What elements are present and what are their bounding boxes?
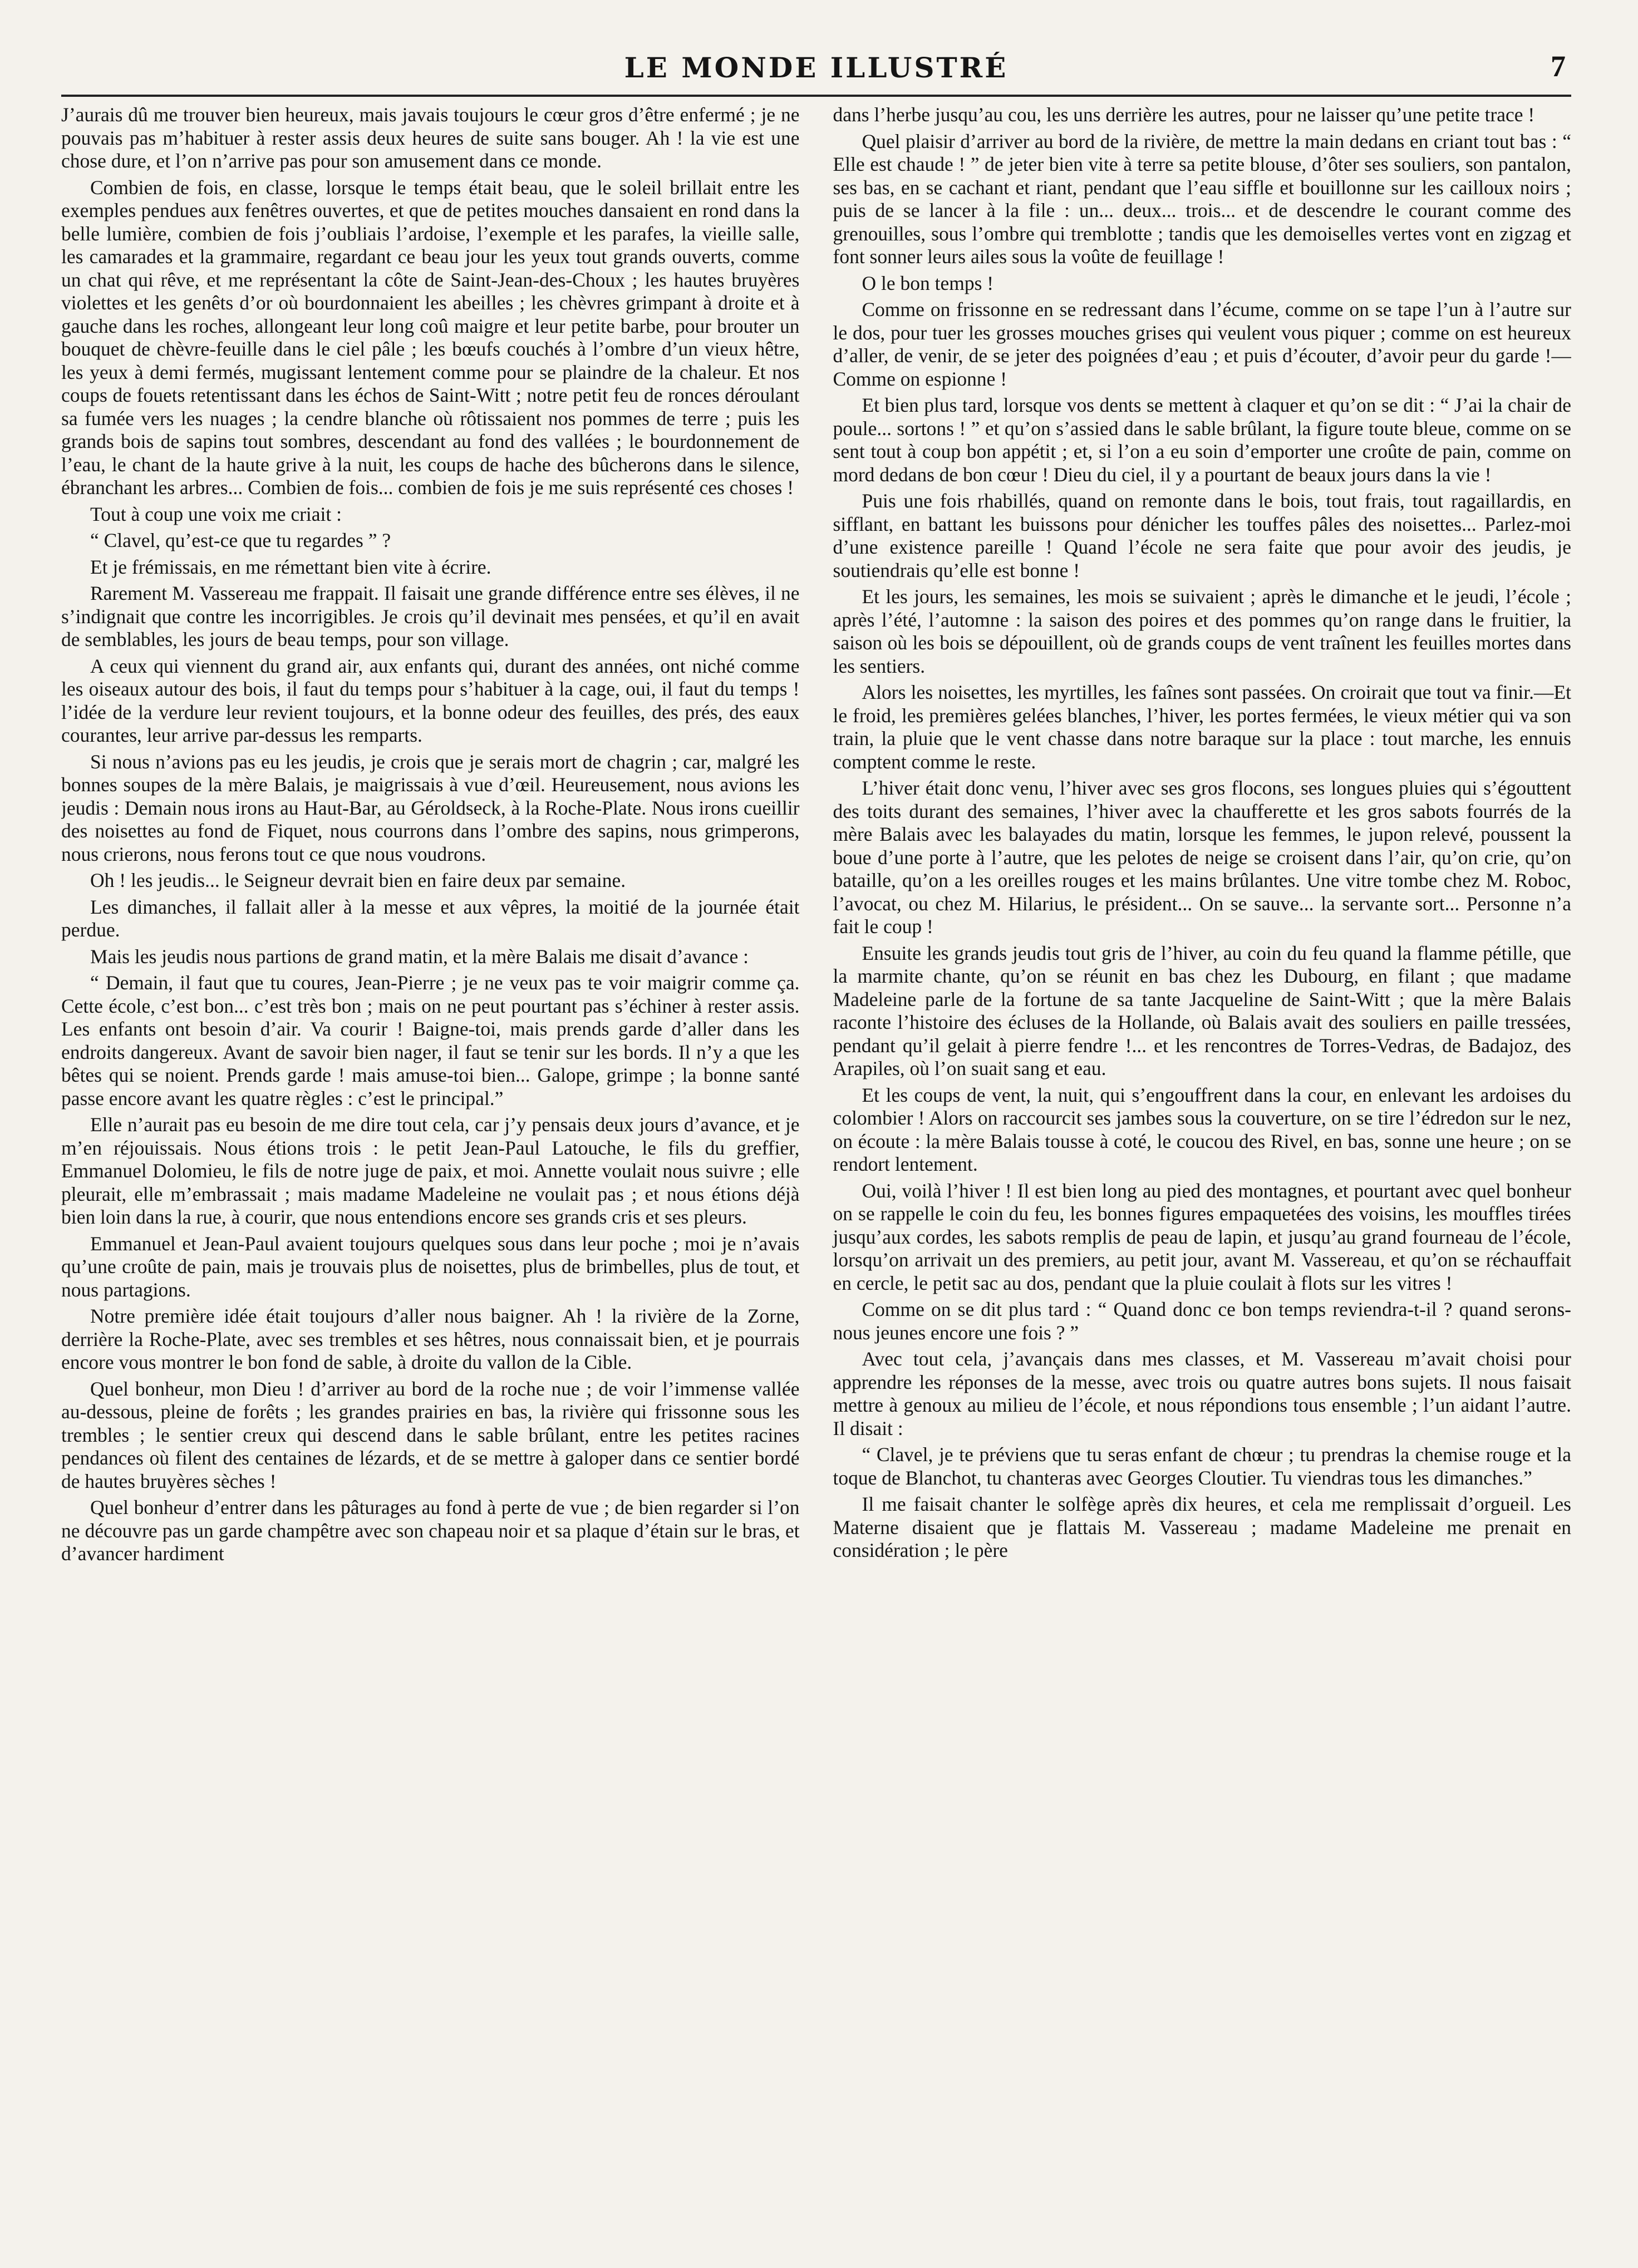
paragraph: Puis une fois rhabillés, quand on remonte dans le bois, tout frais, tout ragaillardis, en sifflant, en battant les buissons pour dénicher les touffes pâles des noisettes... Parlez-moi d’une existence pareille ! Quand l’école ne sera faite que pour avoir des jeudis, je soutiendrais qu’elle est bonne ! bbox=[833, 490, 1571, 581]
paragraph: L’hiver était donc venu, l’hiver avec ses gros flocons, ses longues pluies qui s’égouttent des toits durant des semaines, l’hiver avec la chaufferette et les gros sabots fourrés de la mère Balais avec les balayades du matin, lorsque les femmes, le jupon relevé, poussent la boue d’une porte à l’autre, que les pelotes de neige se croisent dans l’air, qu’on crie, qu’on bataille, qu’on a les oreilles rouges et les mains brûlantes. Une vitre tombe chez M. Roboc, l’avocat, ou chez M. Hilarius, le président... On se sauve... la servante sort... Personne n’a fait le coup ! bbox=[833, 777, 1571, 938]
paragraph: Et bien plus tard, lorsque vos dents se mettent à claquer et qu’on se dit : “ J’ai la chair de poule... sortons ! ” et qu’on s’assied dans le sable brûlant, la figure toute bleue, comme on se sent tout à coup bon appétit ; et, si l’on a eu soin d’emporter une croûte de pain, comme on mord dedans de bon cœur ! Dieu du ciel, il y a pourtant de beaux jours dans la vie ! bbox=[833, 394, 1571, 486]
paragraph: Quel bonheur, mon Dieu ! d’arriver au bord de la roche nue ; de voir l’immense vallée au-dessous, pleine de forêts ; les grandes prairies en bas, la rivière qui frissonne sous les trembles ; le sentier creux qui descend dans le sable brûlant, entre les petites racines pendances où filent des centaines de lézards, et de se mettre à galoper dans ce sentier bordé de hautes bruyères sèches ! bbox=[61, 1377, 800, 1492]
page-header bbox=[61, 33, 1571, 97]
paragraph: Ensuite les grands jeudis tout gris de l’hiver, au coin du feu quand la flamme pétille, que la marmite chante, qu’on se réunit en bas chez les Dubourg, en filant ; que madame Madeleine parle de la fortune de sa tante Jacqueline de Saint-Witt ; que la mère Balais raconte l’histoire des écluses de la Hollande, où Balais avait des souliers en paille tressées, pendant qu’il gelait à pierre fendre !... et les rencontres de Torres-Vedras, de Badajoz, des Arapiles, où l’on suait sang et eau. bbox=[833, 941, 1571, 1079]
masthead: LE MONDE ILLUSTRÉ bbox=[624, 51, 1009, 84]
paragraph: O le bon temps ! bbox=[862, 272, 994, 294]
paragraph: Et les coups de vent, la nuit, qui s’engouffrent dans la cour, en enlevant les ardoises du colombier ! Alors on raccourcit ses jambes sous la couverture, on se tire l’édredon sur le nez, on écoute : la mère Balais tousse à coté, le coucou des Rivel, en bas, sonne une heure ; on se rendort lentement. bbox=[833, 1083, 1571, 1175]
paragraph: “ Demain, il faut que tu coures, Jean-Pierre ; je ne veux pas te voir maigrir comme ça. Cette école, c’est bon... c’est très bon ; mais on ne peut pourtant pas s’échiner à rester assis. Les enfants ont besoin d’air. Va courir ! Baigne-toi, mais prends garde d’aller dans les endroits dangereux. Avant de savoir bien nager, il faut se tenir sur les bords. Il n’y a que les bêtes qui se noient. Prends garde ! mais amuse-toi bien... Galope, grimpe ; la bonne santé passe encore avant les quatre règles : c’est le principal.” bbox=[61, 972, 800, 1110]
paragraph: Notre première idée était toujours d’aller nous baigner. Ah ! la rivière de la Zorne, derrière la Roche-Plate, avec ses trembles et ses hêtres, nous connaissait bien, et je pourrais encore vous montrer le bon fond de sable, à droite du vallon de la Cible. bbox=[61, 1305, 800, 1373]
paragraph: Elle n’aurait pas eu besoin de me dire tout cela, car j’y pensais deux jours d’avance, et je m’en réjouissais. Nous étions trois : le petit Jean-Paul Latouche, le fils du greffier, Emmanuel Dolomieu, le fils de notre juge de paix, et moi. Annette voulait nous suivre ; elle pleurait, elle m’embrassait ; mais madame Madeleine ne voulait pas ; et nous étions déjà bien loin dans la rue, à courir, que nous entendions encore ses grands cris et ses pleurs. bbox=[61, 1113, 800, 1228]
paragraph: “ Clavel, je te préviens que tu seras enfant de chœur ; tu prendras la chemise rouge et la toque de Blanchot, tu chanteras avec Georges Cloutier. Tu viendras tous les dimanches.” bbox=[833, 1443, 1571, 1489]
paragraph: Et je frémissais, en me rémettant bien vite à écrire. bbox=[90, 555, 491, 578]
paragraph: Et les jours, les semaines, les mois se suivaient ; après le dimanche et le jeudi, l’école ; après l’été, l’automne : la saison des poires et des pommes qu’on range dans le fruitier, la saison où les bois se dépouillent, où de grands coups de vent traînent les feuilles mortes dans les sentiers. bbox=[833, 585, 1571, 677]
right-column bbox=[833, 103, 1572, 2235]
paragraph: dans l’herbe jusqu’au cou, les uns derrière les autres, pour ne laisser qu’une petite trace ! bbox=[833, 103, 1535, 126]
paragraph: A ceux qui viennent du grand air, aux enfants qui, durant des années, ont niché comme les oiseaux autour des bois, il faut du temps pour s’habituer à la cage, oui, il faut du temps ! l’idée de la verdure leur revient toujours, et la bonne odeur des feuilles, des prés, des eaux courantes, leur arrive par-dessus les remparts. bbox=[61, 654, 800, 746]
paragraph: Tout à coup une voix me criait : bbox=[90, 502, 342, 525]
paragraph: Il me faisait chanter le solfège après dix heures, et cela me remplissait d’orgueil. Les Materne disaient que je flattais M. Vassereau ; madame Madeleine me prenait en considération ; le père bbox=[833, 1493, 1571, 1561]
paragraph: Mais les jeudis nous partions de grand matin, et la mère Balais me disait d’avance : bbox=[90, 945, 749, 968]
paragraph: Comme on frissonne en se redressant dans l’écume, comme on se tape l’un à l’autre sur le dos, pour tuer les grosses mouches grises qui veulent vous piquer ; comme on est heureux d’aller, de venir, de se jeter des poignées d’eau ; et puis d’écouter, d’avoir peur du garde !— Comme on espionne ! bbox=[833, 298, 1571, 390]
article-columns bbox=[61, 103, 1571, 2235]
paragraph: Oui, voilà l’hiver ! Il est bien long au pied des montagnes, et pourtant avec quel bonheur on se rappelle le coin du feu, les bonnes figures empaquetées des voisins, les mouffles tirées jusqu’aux cordes, les sabots remplis de peau de lapin, et jusqu’au grand fourneau de l’école, lorsqu’on arrivait un des premiers, au petit jour, avant M. Vassereau, et qu’on se réchauffait en cercle, le petit sac au dos, pendant que la pluie coulait à flots sur les vitres ! bbox=[833, 1179, 1571, 1294]
page-number: 7 bbox=[1551, 50, 1566, 83]
paragraph: Rarement M. Vassereau me frappait. Il faisait une grande différence entre ses élèves, il ne s’indignait que contre les incorrigibles. Je crois qu’il devinait mes pensées, et qu’il en avait de semblables, les jours de beau temps, pour son village. bbox=[61, 582, 800, 650]
paragraph: Quel plaisir d’arriver au bord de la rivière, de mettre la main dedans en criant tout bas : “ Elle est chaude ! ” de jeter bien vite à terre sa petite blouse, d’ôter ses souliers, son pantalon, ses bas, en se cachant et riant, pendant que l’eau siffle et bouillonne sur les cailloux noirs ; puis de se lancer à la file : un... deux... trois... et de descendre le courant comme des grenouilles, sous l’ombre qui tremblotte ; tandis que les demoiselles vertes vont en zigzag et font sonner leurs ailes sous la voûte de feuillage ! bbox=[833, 130, 1571, 268]
paragraph: Quel bonheur d’entrer dans les pâturages au fond à perte de vue ; de bien regarder si l’on ne découvre pas un garde champêtre avec son chapeau noir et sa plaque d’étain sur le bras, et d’avancer hardiment bbox=[61, 1496, 800, 1565]
paragraph: Oh ! les jeudis... le Seigneur devrait bien en faire deux par semaine. bbox=[90, 869, 626, 891]
left-column bbox=[61, 103, 800, 2235]
paragraph: Emmanuel et Jean-Paul avaient toujours quelques sous dans leur poche ; moi je n’avais qu’une croûte de pain, mais je trouvais plus de noisettes, plus de brimbelles, plus de tout, et nous partagions. bbox=[61, 1232, 800, 1301]
paragraph: Comme on se dit plus tard : “ Quand donc ce bon temps reviendra-t-il ? quand serons-nous jeunes encore une fois ? ” bbox=[833, 1298, 1571, 1344]
paragraph: Combien de fois, en classe, lorsque le temps était beau, que le soleil brillait entre les exemples pendues aux fenêtres ouvertes, et que de petites mouches dansaient en rond dans la belle lumière, combien de fois j’oubliais l’ardoise, l’exemple et les parafes, la vieille salle, les camarades et la grammaire, regardant ce beau jour les yeux tout grands ouverts, comme un chat qui rêve, et me représentant la côte de Saint-Jean-des-Choux ; les hautes bruyères violettes et les genêts d’or où bourdonnaient les abeilles ; les chèvres grimpant à droite et à gauche dans les roches, allongeant leur long coû maigre et leur petite barbe, pour brouter un bouquet de chèvre-feuille dans le ciel pâle ; les bœufs couchés à l’ombre d’un vieux hêtre, les yeux à demi fermés, mugissant lentement comme pour se plaindre de la chaleur. Et nos coups de fouets retentissant dans les échos de Saint-Witt ; notre petit feu de ronces déroulant sa fumée vers les nuages ; la cendre blanche où rôtissaient nos pommes de terre ; puis les grands bois de sapins tout sombres, descendant au fond des vallées ; le bourdonnement de l’eau, le chant de la haute grive à la nuit, les coups de hache des bûcherons dans le silence, ébranchant les arbres... Combien de fois... combien de fois je me suis représenté ces choses ! bbox=[61, 176, 800, 499]
paragraph: Alors les noisettes, les myrtilles, les faînes sont passées. On croirait que tout va finir.—Et le froid, les premières gelées blanches, l’hiver, les portes fermées, le vieux métier qui va son train, la pluie que le vent chasse dans notre baraque sur la place : tout marche, les ennuis comptent comme le reste. bbox=[833, 681, 1571, 773]
paragraph: Si nous n’avions pas eu les jeudis, je crois que je serais mort de chagrin ; car, malgré les bonnes soupes de la mère Balais, je maigrissais à vue d’œil. Heureusement, nous avions les jeudis : Demain nous irons au Haut-Bar, au Géroldseck, à la Roche-Plate. Nous irons cueillir des noisettes au fond de Fiquet, nous courrons dans l’ombre des sapins, nous grimperons, nous crierons, nous ferons tout ce que nous voudrons. bbox=[61, 750, 800, 865]
paragraph: Les dimanches, il fallait aller à la messe et aux vêpres, la moitié de la journée était perdue. bbox=[61, 895, 800, 941]
paragraph: “ Clavel, qu’est-ce que tu regardes ” ? bbox=[90, 529, 391, 551]
paragraph: J’aurais dû me trouver bien heureux, mais javais toujours le cœur gros d’être enfermé ; je ne pouvais pas m’habituer à rester assis deux heures de suite sans bouger. Ah ! la vie est une chose dure, et l’on n’arrive pas pour son amusement dans ce monde. bbox=[61, 103, 800, 172]
paragraph: Avec tout cela, j’avançais dans mes classes, et M. Vassereau m’avait choisi pour apprendre les réponses de la messe, avec trois ou quatre autres bons sujets. Il nous faisait mettre à genoux au milieu de l’école, et nous répondions tous ensemble ; l’un aidant l’autre. Il disait : bbox=[833, 1348, 1571, 1439]
